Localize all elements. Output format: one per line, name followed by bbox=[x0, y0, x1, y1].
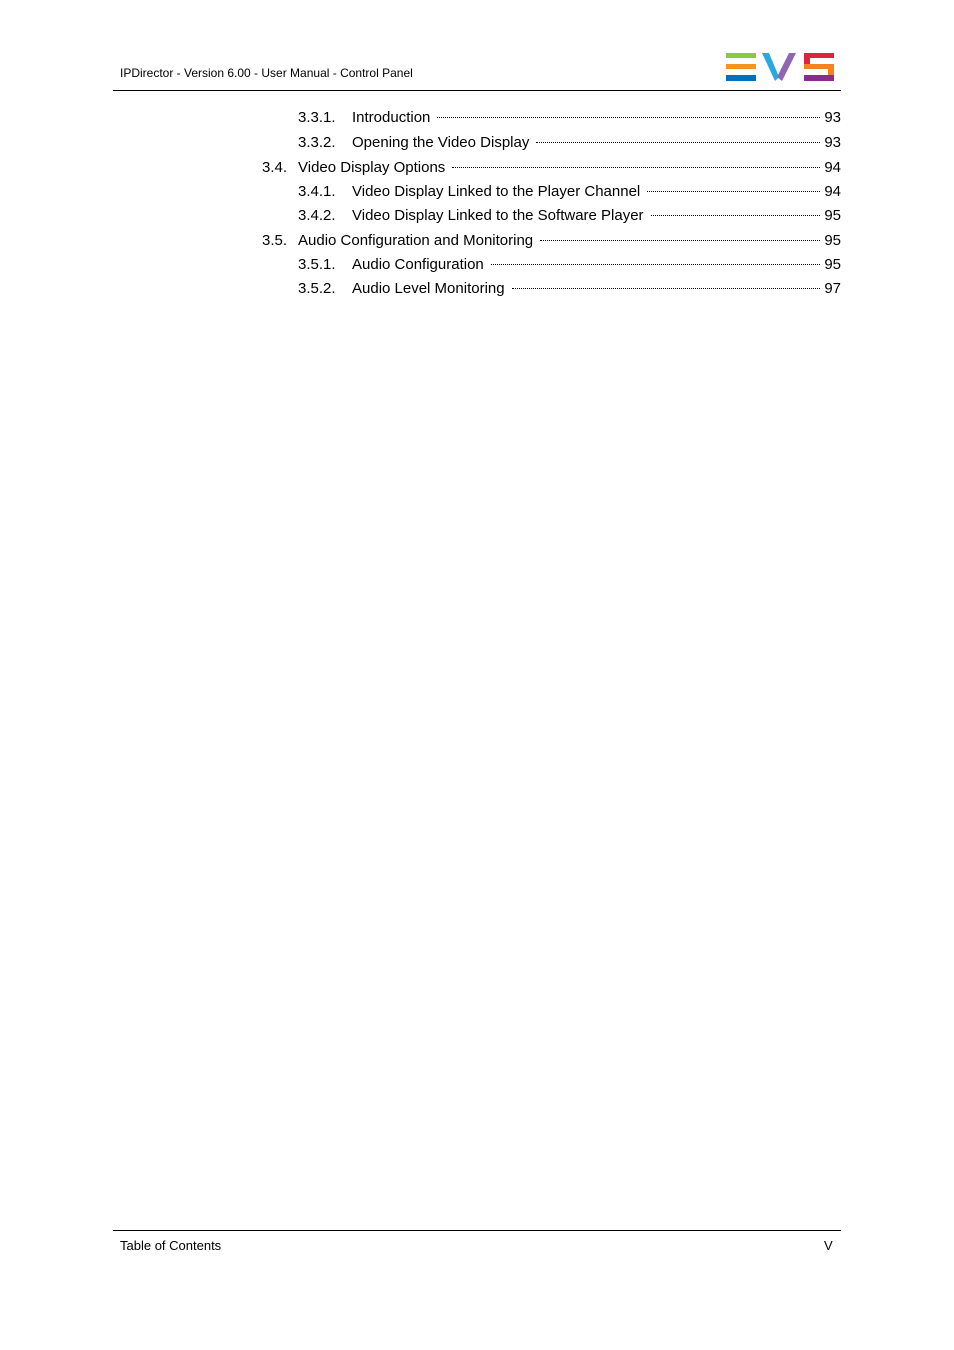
toc-entry-title: Introduction bbox=[352, 109, 431, 126]
toc-entry-number: 3.4.2. bbox=[298, 207, 336, 224]
dot-leader bbox=[491, 264, 821, 265]
toc-entry-title: Video Display Linked to the Software Player bbox=[352, 207, 644, 224]
toc-entry-page: 95 bbox=[824, 256, 841, 273]
toc-entry[interactable] bbox=[298, 279, 841, 299]
dot-leader bbox=[540, 240, 820, 241]
toc-entry-number: 3.4. bbox=[262, 159, 288, 176]
toc-entry-page: 94 bbox=[824, 183, 841, 200]
toc-entry[interactable] bbox=[298, 133, 841, 153]
toc-entry-number: 3.3.2. bbox=[298, 134, 336, 151]
toc-entry-title: Audio Configuration and Monitoring bbox=[298, 232, 534, 249]
toc-entry-title: Audio Configuration bbox=[352, 256, 484, 273]
dot-leader bbox=[536, 142, 820, 143]
toc-entry-page: 94 bbox=[824, 159, 841, 176]
toc-entry-number: 3.5.2. bbox=[298, 280, 336, 297]
toc-entry-title: Video Display Linked to the Player Channel bbox=[352, 183, 641, 200]
toc-entry-number: 3.3.1. bbox=[298, 109, 336, 126]
dot-leader bbox=[651, 215, 821, 216]
dot-leader bbox=[512, 288, 821, 289]
toc-entry-page: 93 bbox=[824, 109, 841, 126]
toc-entry-number: 3.5.1. bbox=[298, 256, 336, 273]
footer-divider bbox=[113, 1230, 841, 1231]
toc-entry-page: 95 bbox=[824, 232, 841, 249]
evs-logo bbox=[726, 53, 834, 81]
toc-entry-title: Video Display Options bbox=[298, 159, 446, 176]
dot-leader bbox=[437, 117, 820, 118]
toc-entry-page: 97 bbox=[824, 280, 841, 297]
toc-entry[interactable] bbox=[262, 231, 841, 251]
footer-section-title: Table of Contents bbox=[120, 1238, 222, 1253]
toc-entry-number: 3.5. bbox=[262, 232, 288, 249]
header-title: IPDirector - Version 6.00 - User Manual - Control Panel bbox=[120, 66, 413, 80]
footer-page-number: V bbox=[824, 1238, 833, 1253]
dot-leader bbox=[452, 167, 820, 168]
toc-entry[interactable] bbox=[262, 158, 841, 178]
toc-entry[interactable] bbox=[298, 182, 841, 202]
toc-entry-title: Audio Level Monitoring bbox=[352, 280, 505, 297]
toc-entry[interactable] bbox=[298, 255, 841, 275]
header-divider bbox=[113, 90, 841, 91]
toc-entry-page: 95 bbox=[824, 207, 841, 224]
toc-entry-title: Opening the Video Display bbox=[352, 134, 530, 151]
toc-entry-page: 93 bbox=[824, 134, 841, 151]
toc-entry[interactable] bbox=[298, 108, 841, 128]
dot-leader bbox=[647, 191, 820, 192]
toc-entry[interactable] bbox=[298, 206, 841, 226]
toc-entry-number: 3.4.1. bbox=[298, 183, 336, 200]
